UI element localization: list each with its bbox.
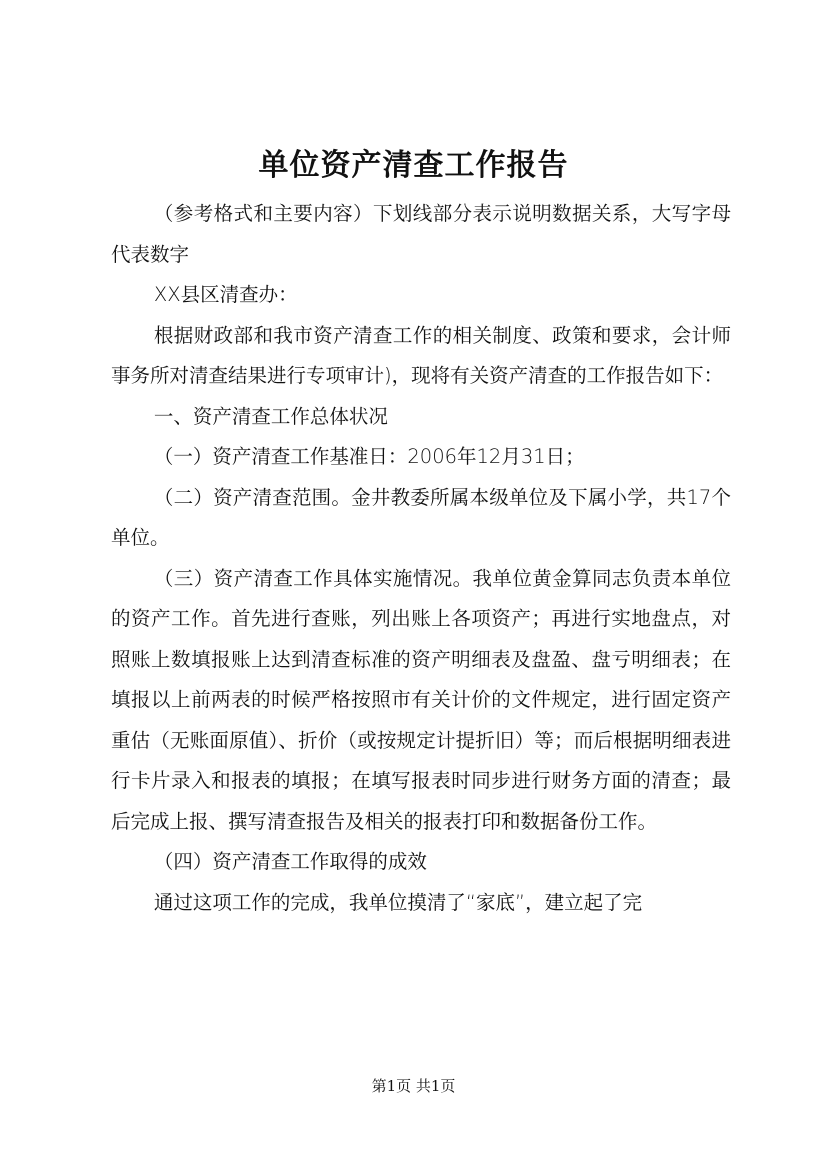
paragraph-format-note: （参考格式和主要内容）下划线部分表示说明数据关系，大写字母代表数字 [111, 202, 731, 266]
section-heading-overview: 一、资产清查工作总体状况 [153, 404, 388, 428]
paragraph-results: 通过这项工作的完成，我单位摸清了“家底”，建立起了完 [153, 890, 643, 914]
paragraph-scope: （二）资产清查范围。金井教委所属本级单位及下属小学，共17个单位。 [111, 485, 731, 549]
paragraph-intro: 根据财政部和我市资产清查工作的相关制度、政策和要求，会计师事务所对清查结果进行专项审计)，现将有关资产清查的工作报告如下： [111, 323, 731, 387]
page-footer: 第1页 共1页 [371, 1077, 456, 1095]
paragraph-addressee: XX县区清查办： [153, 283, 298, 306]
paragraph-results-heading: （四）资产清查工作取得的成效 [153, 850, 427, 873]
paragraph-base-date: （一）资产清查工作基准日：2006年12月31日； [153, 445, 585, 468]
paragraph-implementation: （三）资产清查工作具体实施情况。我单位黄金算同志负责本单位的资产工作。首先进行查账，列出账上各项资产；再进行实地盘点，对照账上数填报账上达到清查标准的资产明细表及盘盈、盘亏明细表；在填报以上前两表的时候严格按照市有关计价的文件规定，进行固定资产重估（无账面原值）、折价（或按规定计提折旧）等；而后根据明细表进行卡片录入和报表的填报；在填写报表时同步进行财务方面的清查；最后完成上报、撰写清查报告及相关的报表打印和数据备份工作。 [111, 566, 731, 833]
document-body [111, 194, 731, 923]
page-title: 单位资产清查工作报告 [258, 148, 569, 183]
